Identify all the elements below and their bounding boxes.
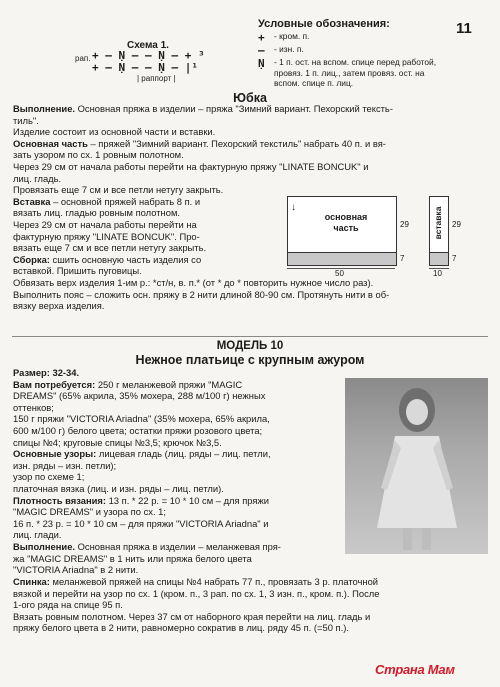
model-line: жа "MAGIC DREAMS" в 1 нить или пряжа белого цвета: [13, 552, 252, 564]
legend: [258, 18, 448, 89]
legend-item: [258, 31, 448, 44]
edge-stitch-symbol: +: [258, 31, 265, 44]
legend-title: Условные обозначения:: [258, 18, 390, 30]
model-line: 150 г пряжи "VICTORIA Ariadna" (35% мохера, 65% акрила,: [13, 413, 270, 425]
insert-height-upper: 29: [452, 220, 461, 229]
child-dress-photo: [345, 378, 488, 554]
model-line: "MAGIC DREAMS" и узора по сх. 1;: [13, 506, 166, 518]
scheme-title: Схема 1.: [127, 40, 169, 51]
arrow-down-icon: ↓: [291, 202, 296, 213]
model-line: лиц. глади.: [13, 529, 62, 541]
girl-figure-icon: [345, 378, 488, 554]
skirt-line: вставкой. Пришить пуговицы.: [13, 265, 142, 277]
skirt-line: – основной пряжей набрать 8 п. и: [50, 195, 201, 207]
skirt-line: вязку верха изделия.: [13, 300, 105, 312]
skirt-line: Выполнить пояс – сложить осн. пряжу в 2 нити длиной 80-90 см. Протянуть нити в об-: [13, 288, 390, 300]
skirt-diagram: [283, 196, 483, 280]
legend-item-text: - кром. п.: [274, 31, 310, 41]
scheme-row-1: + – Ṇ – – Ṇ – + ³: [92, 49, 205, 62]
model-line: пряжу белого цвета в 2 нити, равномерно сократив в лиц. ряду 45 п. (=50 п.).: [13, 622, 349, 634]
main-height-lower: 7: [400, 254, 405, 263]
model-subtitle: Нежное платьице с крупным ажуром: [135, 353, 365, 367]
skirt-line: фактурную пряжу "LINATE BONCUK". Про-: [13, 230, 200, 242]
skirt-line: Изделие состоит из основной части и вставки.: [13, 126, 216, 138]
model-line: 13 п. * 22 р. = 10 * 10 см – для пряжи: [105, 494, 269, 506]
skirt-line-label: Выполнение.: [13, 103, 76, 114]
skirt-line: Основная пряжа в изделии – пряжа "Зимний вариант. Пехорский тексть-: [75, 103, 393, 114]
model-divider: [12, 336, 488, 337]
cable-stitch-symbol: Ṇ: [258, 57, 265, 70]
scheme-1: [75, 40, 235, 86]
main-width: 50: [335, 269, 344, 278]
main-height-upper: 29: [400, 220, 409, 229]
model-line: 1-ого ряда на спице 95 п.: [13, 599, 123, 611]
model-line: платочная вязка (лиц. и изн. ряды – лиц. петли).: [13, 482, 224, 494]
skirt-line-label: Основная часть: [13, 137, 88, 149]
model-title: МОДЕЛЬ 10: [216, 340, 284, 352]
model-line-label: Спинка:: [13, 576, 50, 587]
skirt-title: Юбка: [233, 91, 267, 105]
scheme-left-label: рап.: [75, 54, 91, 63]
model-line: Основная пряжа в изделии – меланжевая пря-: [75, 540, 281, 552]
purl-stitch-symbol: –: [258, 44, 265, 57]
main-part-label: основная часть: [324, 212, 368, 233]
model-line: оттенков;: [13, 401, 54, 413]
model-text-narrow: [13, 367, 343, 576]
skirt-line-label: Сборка:: [13, 253, 50, 265]
model-line: вязкой и перейти на узор по сх. 1 (кром. п., 3 рап. по сх. 1, 3 изн. п., кром. п.). После: [13, 587, 380, 599]
skirt-line-label: Вставка: [13, 195, 51, 207]
legend-item: [258, 57, 448, 89]
model-line-label: Выполнение.: [13, 540, 76, 552]
skirt-line: Через 29 см от начала работы перейти на: [13, 218, 197, 230]
model-line-label: Плотность вязания:: [13, 494, 106, 506]
skirt-line: – пряжей "Зимний вариант. Пехорский текстиль" набрать 40 п. и вя-: [87, 137, 386, 149]
model-line: меланжевой пряжей на спицы №4 набрать 77 п., провязать 3 р. платочной: [49, 576, 379, 587]
skirt-line: вязать лиц. гладью ровным полотном.: [13, 207, 180, 219]
insert-height-lower: 7: [452, 254, 457, 263]
skirt-line: тиль".: [13, 114, 39, 126]
main-width-line: [287, 268, 395, 269]
model-line: 16 п. * 23 р. = 10 * 10 см – для пряжи "VICTORIA Ariadna" и: [13, 517, 269, 529]
scheme-rapport-label: | раппорт |: [137, 74, 176, 83]
scheme-row-2: + – Ṇ – – Ṇ – |¹: [92, 61, 198, 74]
legend-item-text: - 1 п. ост. на вспом. спице перед работой, провяз. 1 п. лиц., затем провяз. ост. на вспом. спице п. лиц.: [274, 57, 437, 89]
legend-item-text: - изн. п.: [274, 44, 304, 54]
insert-width: 10: [433, 269, 442, 278]
main-part-texture: [287, 252, 397, 266]
model-line: изн. ряды – изн. петли);: [13, 459, 117, 471]
page-number: 11: [456, 20, 472, 37]
skirt-line: сшить основную часть изделия со: [49, 253, 202, 265]
skirt-line: Через 29 см от начала работы перейти на фактурную пряжу "LINATE BONCUK" и: [13, 160, 369, 172]
skirt-line: Провязать еще 7 см и все петли нетугу закрыть.: [13, 184, 224, 196]
model-line: лицевая гладь (лиц. ряды – лиц. петли,: [96, 448, 271, 460]
skirt-line: лиц. гладь.: [13, 172, 62, 184]
model-text-wide: [13, 576, 485, 634]
skirt-line: зать узором по сх. 1 ровным полотном.: [13, 149, 184, 161]
insert-texture: [429, 252, 449, 266]
model-line: Вязать ровным полотном. Через 37 см от наборного края перейти на лиц. гладь и: [13, 610, 371, 622]
model-line: спицы №4; круговые спицы №3,5; крючок №3,5.: [13, 436, 222, 448]
model-line: 250 г меланжевой пряжи "MAGIC: [95, 378, 243, 390]
site-watermark: Страна Мам: [375, 662, 455, 677]
model-line: DREAMS" (65% акрила, 35% мохера, 288 м/100 г) нежных: [13, 390, 266, 402]
model-line-label: Основные узоры:: [13, 448, 97, 460]
model-line: узор по схеме 1;: [13, 471, 85, 483]
skirt-line: вязать еще 7 см и все петли нетугу закрыть.: [13, 242, 207, 254]
model-line: "VICTORIA Ariadna" в 2 нити.: [13, 564, 139, 576]
legend-item: [258, 44, 448, 57]
model-line-label: Размер: 32-34.: [13, 367, 80, 378]
model-line: 600 м/100 г) белого цвета; остатки пряжи розового цвета;: [13, 424, 263, 436]
insert-label: вставка: [433, 206, 443, 240]
skirt-line: Обвязать верх изделия 1-им р.: *ст/н, в. п.* (от * до * повторить нужное число раз).: [13, 276, 374, 288]
insert-width-line: [429, 268, 449, 269]
model-line-label: Вам потребуется:: [13, 378, 96, 390]
